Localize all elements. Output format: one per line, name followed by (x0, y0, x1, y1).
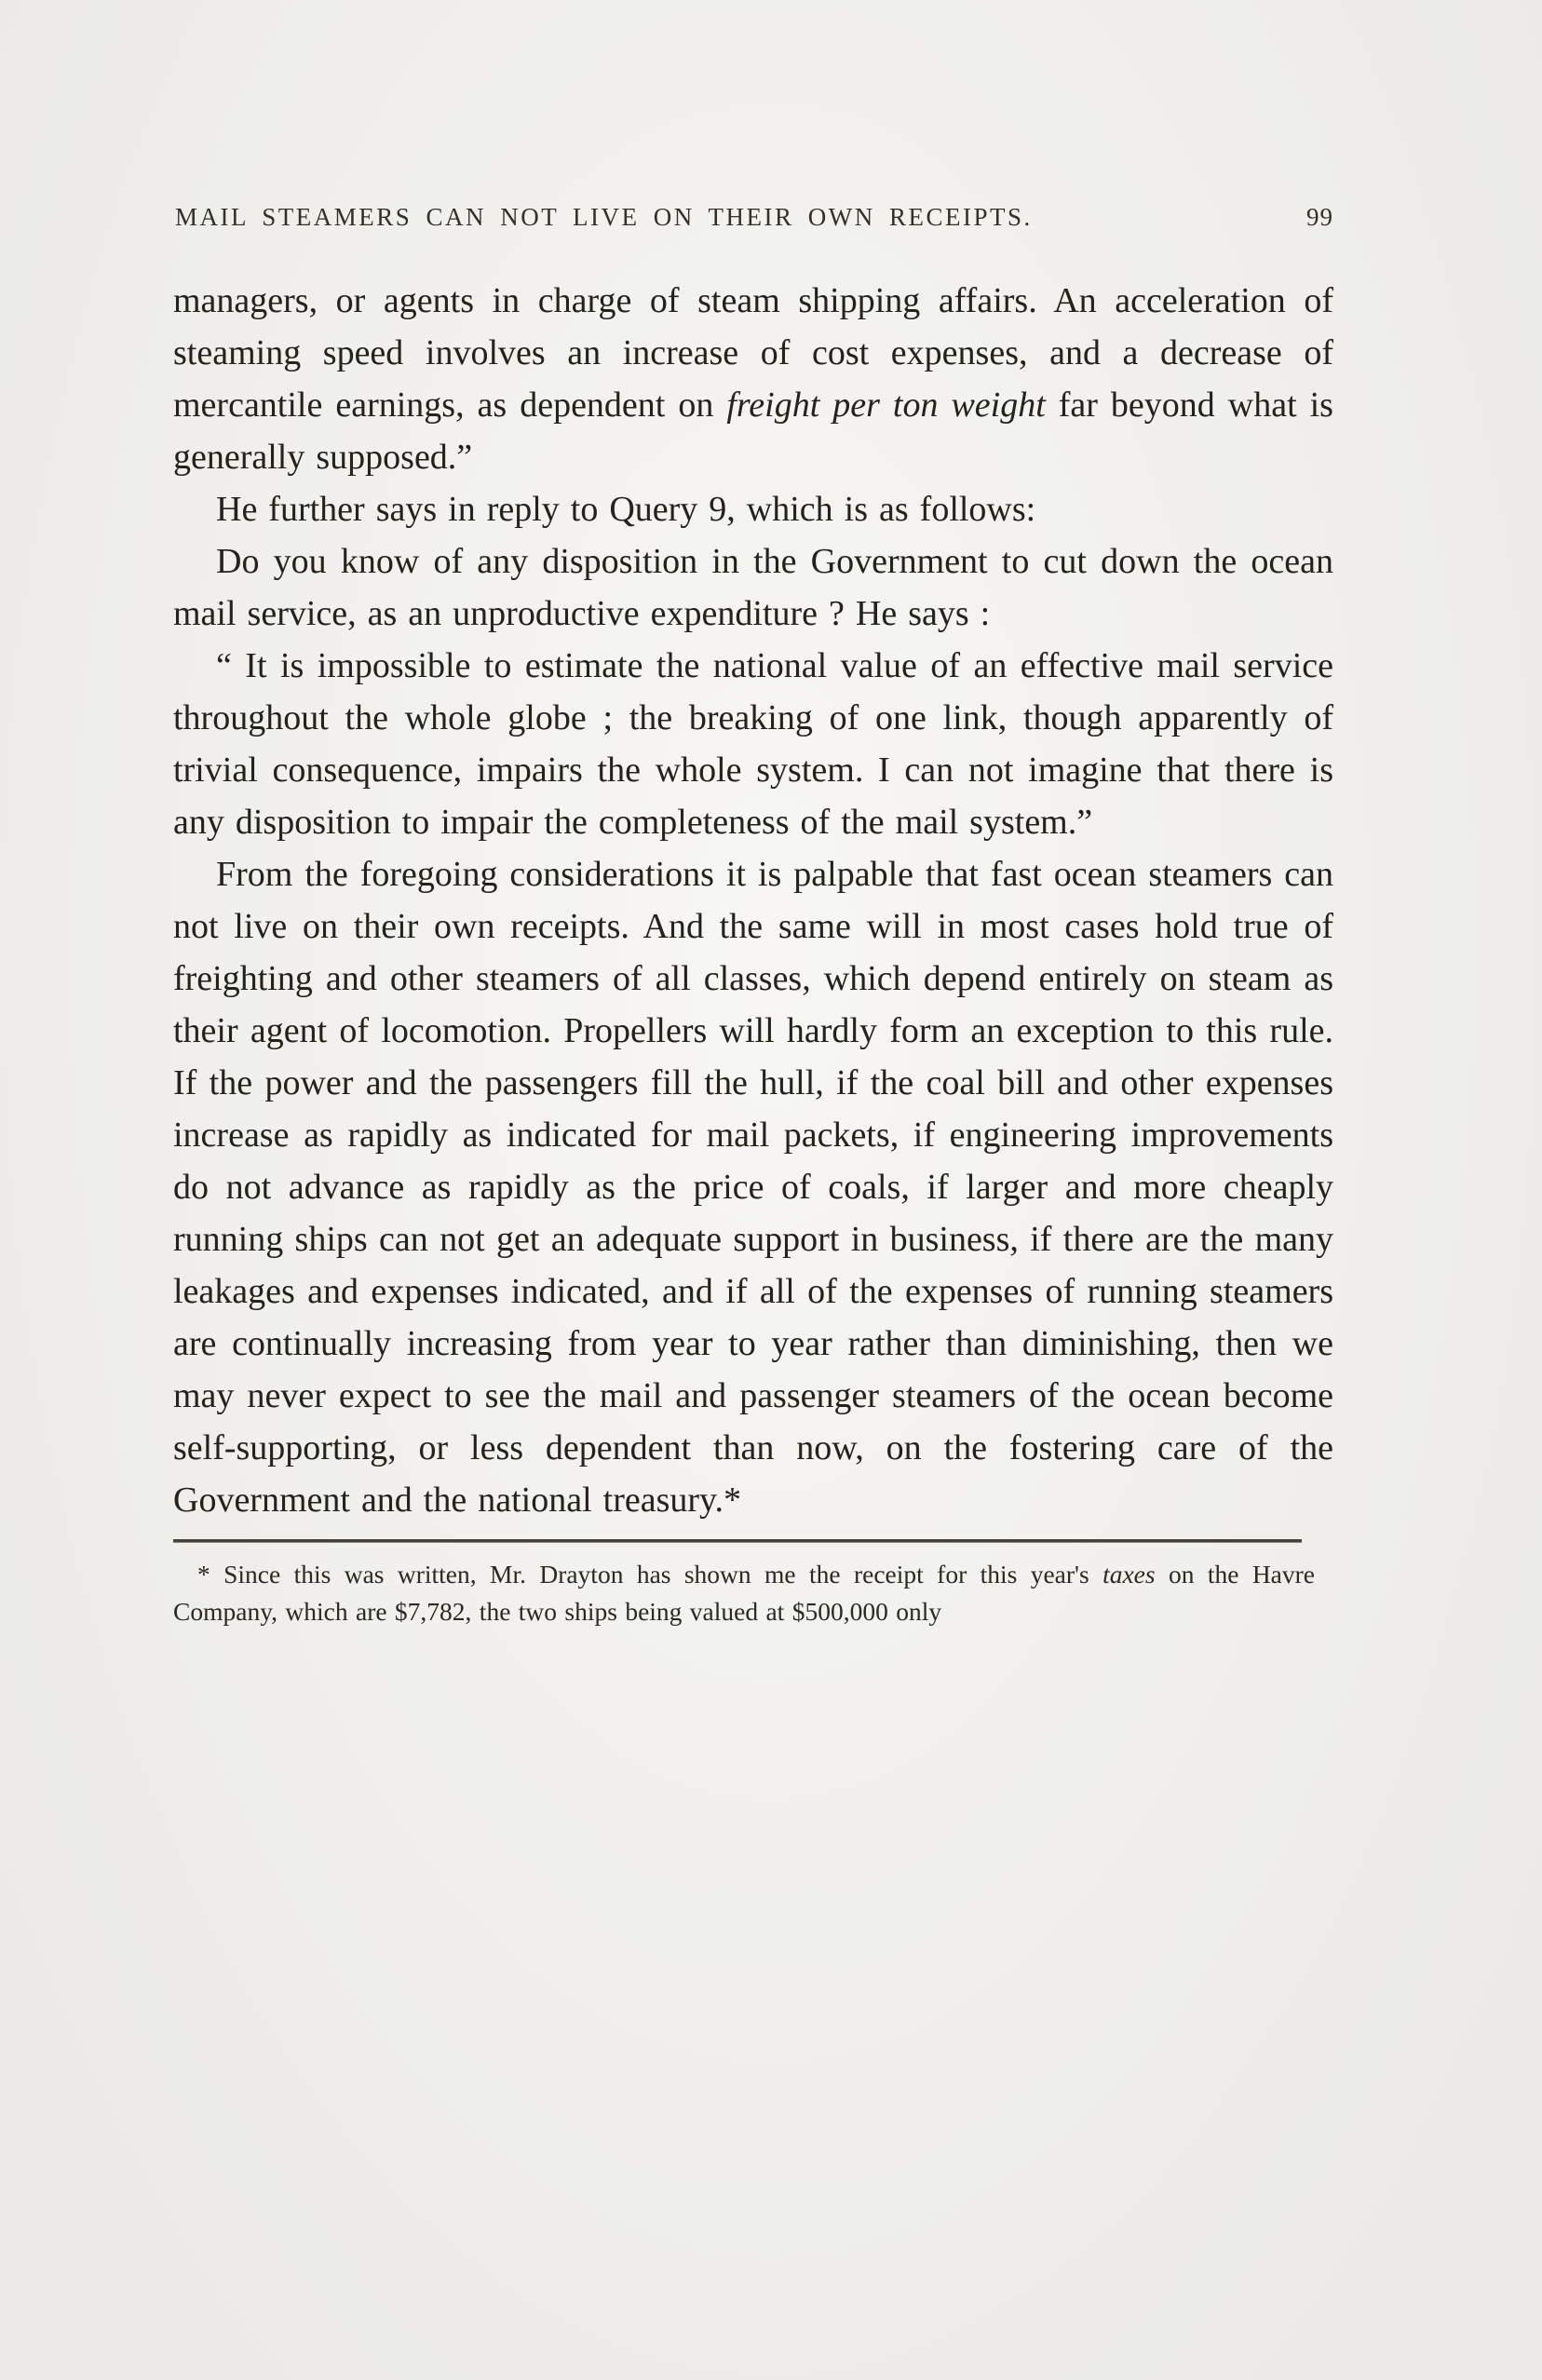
book-page (173, 203, 1333, 1630)
paragraph-1-italic-phrase: freight per ton weight (726, 385, 1046, 425)
paragraph-4: “ It is impossible to estimate the national value of an effective mail service throughout the whole globe ; the breaking of one link, though apparently of trivial consequence, impairs the whole system. I can not imagine that there is any disposition to impair the completeness of the mail system.” (173, 646, 1333, 842)
page-number: 99 (1306, 203, 1333, 231)
footnote-italic-word: taxes (1102, 1560, 1156, 1589)
running-head (173, 203, 1333, 232)
footnote-divider (173, 1539, 1302, 1543)
paragraph-5: From the foregoing considerations it is palpable that fast ocean steamers can not live on their own receipts. And the same will in most cases hold true of freighting and other steamers of all classes, which depend entirely on steam as their agent of locomotion. Propellers will hardly form an exception to this rule. If the power and the passengers fill the hull, if the coal bill and other expenses increase as rapidly as indicated for mail packets, if engineering improvements do not advance as rapidly as the price of coals, if larger and more cheaply running ships can not get an adequate support in business, if there are the many leakages and expenses indicated, and if all of the expenses of running steamers are continually increasing from year to year rather than diminishing, then we may never expect to see the mail and passenger steamers of the ocean become self-supporting, or less dependent than now, on the fostering care of the Government and the national treasury.* (173, 855, 1333, 1520)
paragraph-1 (173, 275, 1333, 483)
paragraph-3: Do you know of any disposition in the Government to cut down the ocean mail service, as an unproductive expenditure ? He says : (173, 542, 1333, 633)
paragraph-2: He further says in reply to Query 9, which is as follows: (216, 490, 1036, 529)
footnote (173, 1556, 1315, 1630)
running-head-title: MAIL STEAMERS CAN NOT LIVE ON THEIR OWN RECEIPTS. (175, 203, 1033, 231)
footnote-pre: * Since this was written, Mr. Drayton has shown me the receipt for this year's (197, 1560, 1103, 1589)
footnote-post: on the Havre Company, which are $7,782, the two ships being valued at $500,000 only (173, 1560, 1315, 1626)
paragraph-1-post: far beyond what is generally supposed.” (173, 385, 1333, 477)
body-text (173, 275, 1333, 1526)
paragraph-1-pre: managers, or agents in charge of steam shipping affairs. An acceleration of steaming speed involves an increase of cost expenses, and a decrease of mercantile earnings, as dependent on (173, 281, 1333, 425)
